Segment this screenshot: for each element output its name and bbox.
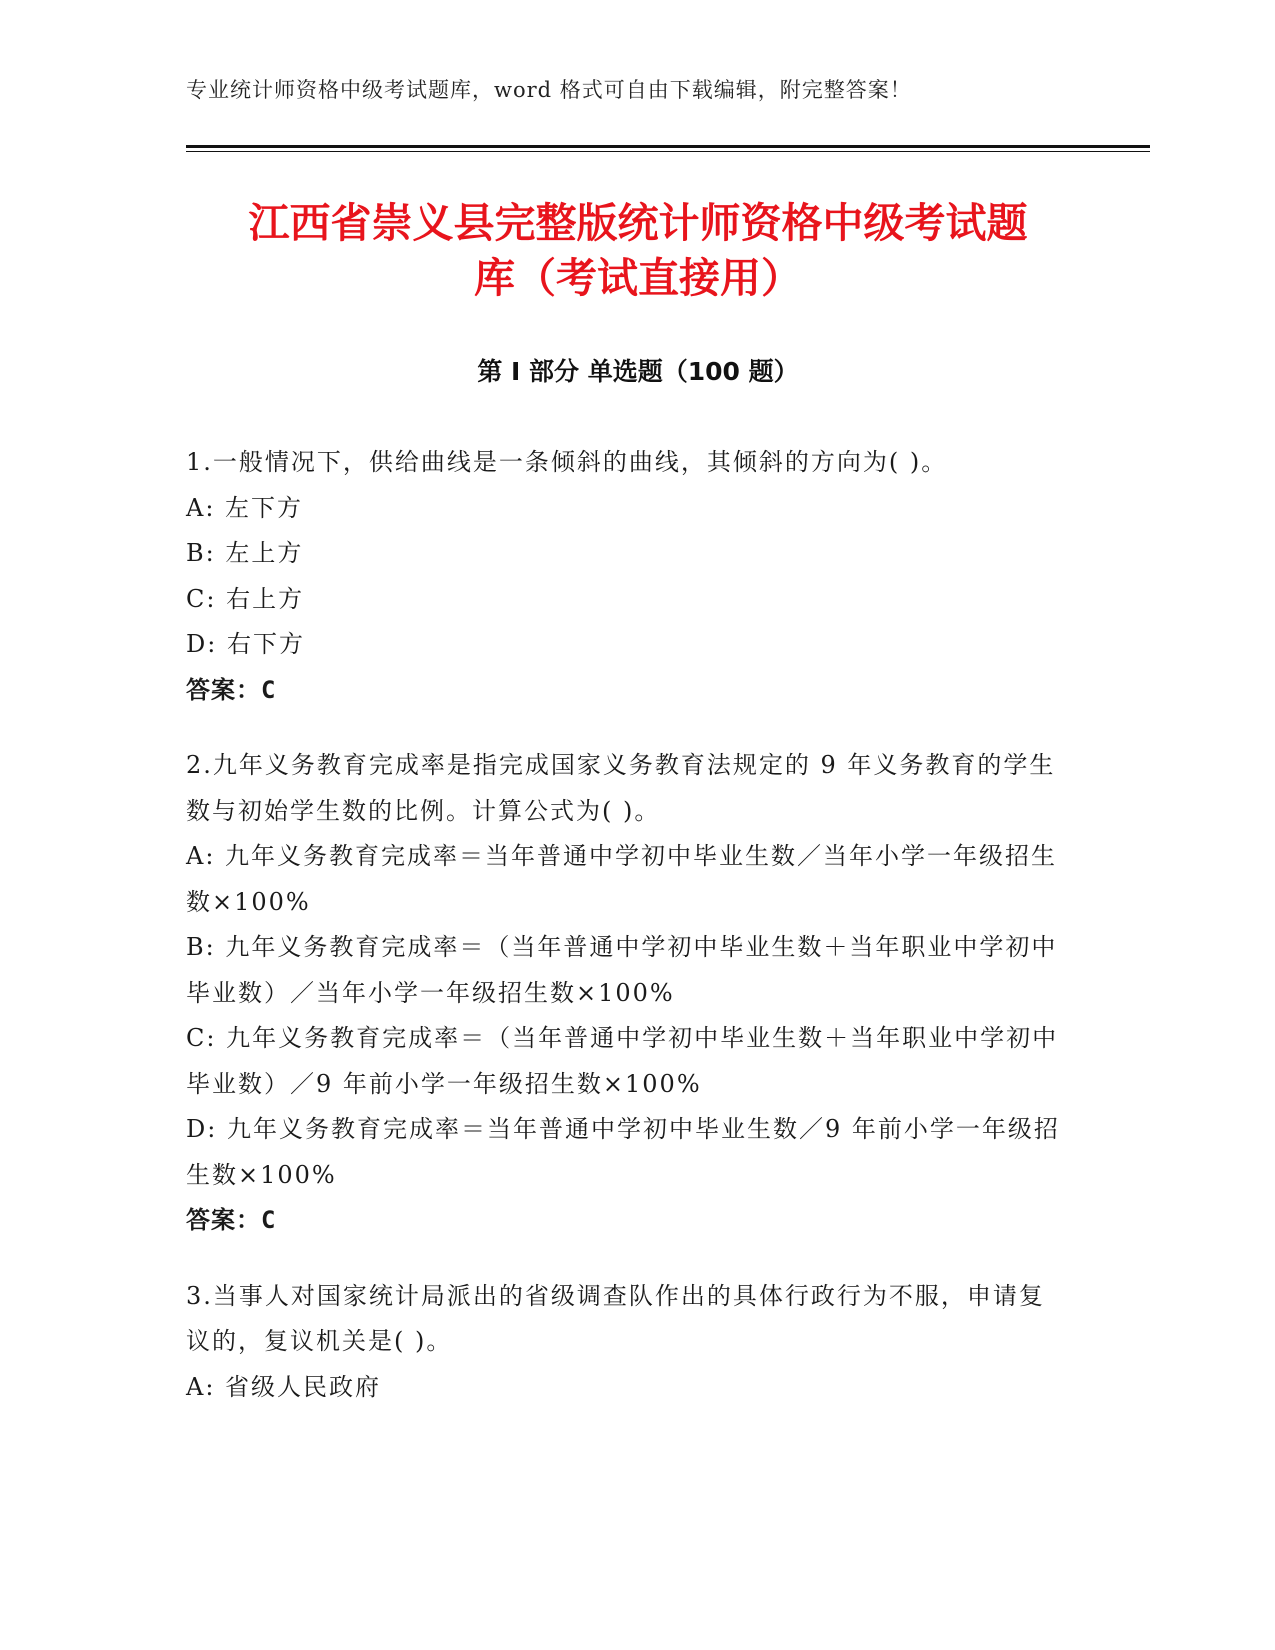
answer-line [186, 668, 1066, 714]
question-stem: 1.一般情况下，供给曲线是一条倾斜的曲线，其倾斜的方向为( )。 [186, 448, 948, 476]
header-note: 专业统计师资格中级考试题库，word 格式可自由下载编辑，附完整答案！ [186, 78, 912, 102]
answer-value: C [261, 1206, 277, 1234]
option-b: B: 左上方 [186, 539, 304, 567]
question-stem: 2.九年义务教育完成率是指完成国家义务教育法规定的 9 年义务教育的学生数与初始学生数的比例。计算公式为( )。 [186, 751, 1056, 825]
question-1 [186, 440, 1066, 713]
option-a: A: 九年义务教育完成率＝当年普通中学初中毕业生数／当年小学一年级招生数×100% [186, 842, 1058, 916]
question-list [186, 440, 1066, 1440]
option-d: D: 九年义务教育完成率＝当年普通中学初中毕业生数／9 年前小学一年级招生数×100% [186, 1115, 1060, 1189]
answer-label: 答案： [186, 1206, 261, 1234]
question-3 [186, 1274, 1066, 1411]
answer-value: C [261, 675, 277, 704]
document-title-line-1: 江西省崇义县完整版统计师资格中级考试题 [248, 199, 1028, 247]
question-stem: 3.当事人对国家统计局派出的省级调查队作出的具体行政行为不服，申请复议的，复议机关是( )。 [186, 1281, 1045, 1355]
answer-line [186, 1198, 1066, 1244]
option-d: D: 右下方 [186, 630, 305, 658]
header-rule-thick [186, 145, 1150, 148]
option-a: A: 左下方 [186, 493, 304, 522]
question-2 [186, 743, 1066, 1244]
option-c: C: 右上方 [186, 584, 305, 613]
section-heading: 第 I 部分 单选题（100 题） [477, 357, 799, 386]
document-title [186, 196, 1090, 306]
option-c: C: 九年义务教育完成率＝（当年普通中学初中毕业生数＋当年职业中学初中毕业数）／9 年前小学一年级招生数×100% [186, 1024, 1059, 1098]
answer-label: 答案： [186, 675, 261, 704]
header-rule-thin [186, 151, 1150, 152]
option-b: B: 九年义务教育完成率＝（当年普通中学初中毕业生数＋当年职业中学初中毕业数）／当年小学一年级招生数×100% [186, 933, 1058, 1007]
document-title-line-2: 库（考试直接用） [474, 254, 802, 302]
option-a: A: 省级人民政府 [186, 1372, 382, 1401]
